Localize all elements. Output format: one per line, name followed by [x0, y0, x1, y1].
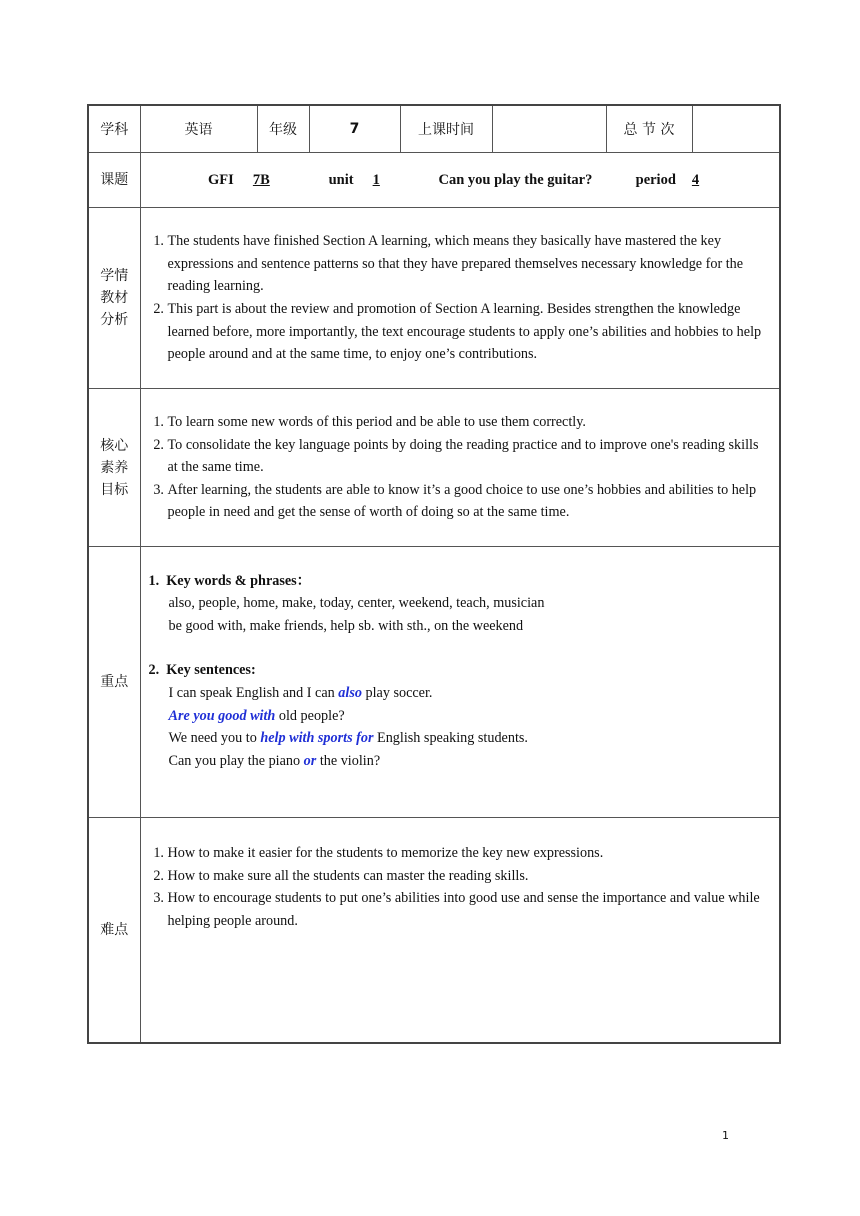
total-periods-value: [692, 105, 780, 153]
lesson-plan-table: [87, 104, 781, 1044]
key-sentence: Are you good with old people?: [168, 707, 345, 724]
analysis-label: 学情 教材 分析: [88, 208, 140, 389]
topic-row: [88, 153, 780, 208]
key-sentence: I can speak English and I can also play soccer.: [168, 685, 433, 701]
difficulties-content: [140, 818, 780, 1044]
topic-content: [140, 153, 780, 208]
subject-label: 学科: [88, 105, 140, 153]
subject-value: 英语: [140, 105, 257, 153]
unit-prefix: unit: [328, 171, 354, 188]
key-sentences-heading: Key sentences:: [166, 662, 256, 679]
key-points-content: 1. Key words & phrases： also, people, home, make, today, center, weekend, teach, musician be good with, make friends, help sb. with sth., on the weekend 2. Key sentences: I can speak English and I can also play soccer. Are you good with old people? We need you to help with sports for English speaking students. Can you play the piano or the violin?: [140, 547, 780, 818]
grade-value: 7: [309, 105, 400, 153]
goal-item: 2. To consolidate the key language points by doing the reading practice and to improve one's reading skills at the same time.: [168, 434, 770, 479]
key-points-label: 重点: [88, 547, 140, 818]
period-value: 4: [691, 171, 700, 188]
difficulty-item: 3. How to encourage students to put one’s abilities into good use and sense the importance and value while helping people around.: [168, 887, 770, 932]
key-sentence: Can you play the piano or the violin?: [168, 752, 381, 769]
difficulties-row: [88, 818, 780, 1044]
analysis-item: 2. This part is about the review and promotion of Section A learning. Besides strengthen the knowledge learned before, more importantly, the text encourage students to apply one’s abilities and hobbies to help people around and at the same time, to enjoy one’s contributions.: [168, 298, 770, 366]
key-phrases-line: be good with, make friends, help sb. with sth., on the weekend: [168, 617, 524, 634]
analysis-item: 1. The students have finished Section A learning, which means they basically have mastered the key expressions and sentence patterns so that they have prepared themselves necessary knowledge for the reading learning.: [168, 230, 770, 298]
goal-item: 1. To learn some new words of this period and be able to use them correctly.: [168, 411, 770, 434]
class-time-value: [492, 105, 606, 153]
goal-item: 3. After learning, the students are able to know it’s a good choice to use one’s hobbies and abilities to help people in need and get the sense of worth of doing so at the same time.: [168, 479, 770, 524]
book-value: 7B: [252, 171, 270, 188]
difficulty-item: 2. How to make sure all the students can master the reading skills.: [168, 865, 770, 888]
analysis-row: [88, 208, 780, 389]
header-row: [88, 105, 780, 153]
difficulties-label: 难点: [88, 818, 140, 1044]
topic-label: 课题: [88, 153, 140, 208]
grade-label: 年级: [257, 105, 309, 153]
key-words-heading: Key words & phrases：: [166, 572, 311, 589]
key-points-row: [88, 547, 780, 818]
goals-label: 核心 素养 目标: [88, 389, 140, 547]
key-sentence: We need you to help with sports for English speaking students.: [168, 730, 528, 747]
page-number: 1: [722, 1129, 729, 1142]
total-periods-label: 总 节 次: [606, 105, 692, 153]
analysis-content: [140, 208, 780, 389]
period-prefix: period: [635, 171, 676, 188]
difficulty-item: 1. How to make it easier for the students to memorize the key new expressions.: [168, 842, 770, 865]
book-prefix: GFI: [207, 171, 234, 188]
topic-title: Can you play the guitar?: [438, 171, 593, 188]
key-words-line: also, people, home, make, today, center, weekend, teach, musician: [168, 595, 545, 612]
unit-value: 1: [372, 171, 380, 188]
goals-row: [88, 389, 780, 547]
goals-content: [140, 389, 780, 547]
class-time-label: 上课时间: [400, 105, 492, 153]
